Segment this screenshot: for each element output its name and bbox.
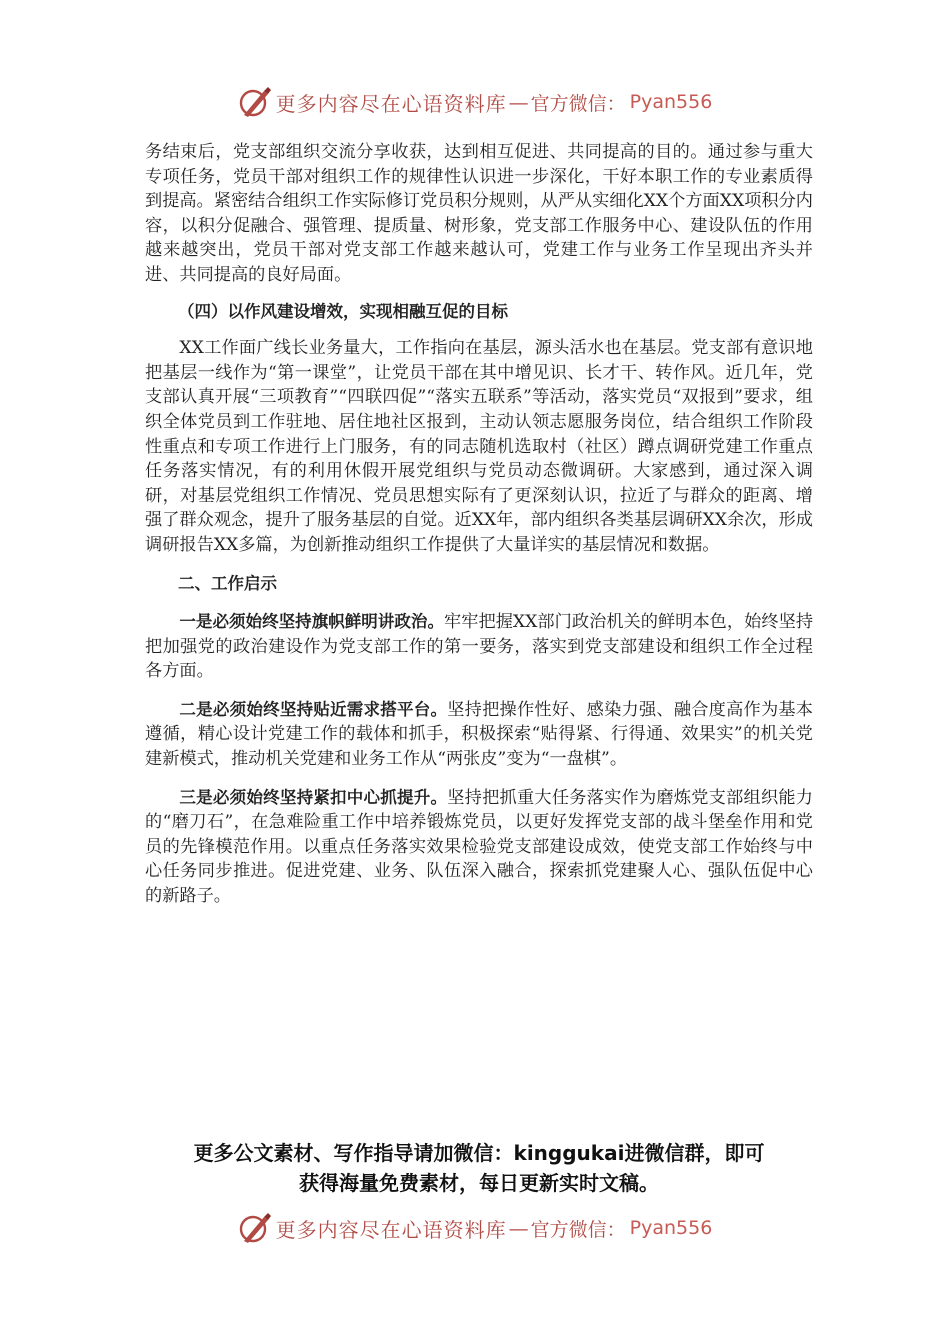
banner-wechat-id: Pyan556 xyxy=(629,1217,713,1239)
banner-brand: 更多内容尽在心语资料库 xyxy=(275,1217,507,1242)
footer-banner xyxy=(0,1208,950,1248)
promo-notice xyxy=(145,1138,813,1198)
banner-official: 官方微信： xyxy=(530,1218,626,1241)
section-heading: 二、工作启示 xyxy=(178,573,277,593)
list-item-text: 坚持把抓重大任务落实作为磨炼党支部组织能力的“磨刀石”，在急难险重工作中培养锻炼党员，以更好发挥党支部的战斗堡垒作用和党员的先锋模范作用。以重点任务落实效果检验党支部建设成效，使党支部工作始终与中心任务同步推进。促进党建、业务、队伍深入融合，探索抓党建聚人心、强队伍促中心的新路子。 xyxy=(145,787,813,907)
banner-official: 官方微信： xyxy=(530,92,626,115)
promo-line-1: 更多公文素材、写作指导请加微信：kinggukai进微信群，即可 xyxy=(193,1141,765,1165)
list-item-lead: 二是必须始终坚持贴近需求搭平台。 xyxy=(179,699,448,719)
list-item-lead: 一是必须始终坚持旗帜鲜明讲政治。 xyxy=(179,612,445,632)
list-item xyxy=(145,786,813,909)
list-item xyxy=(145,698,813,772)
list-item xyxy=(145,610,813,684)
list-item-text: 牢牢把握XX部门政治机关的鲜明本色，始终坚持把加强党的政治建设作为党支部工作的第一要务，落实到党支部建设和组织工作全过程各方面。 xyxy=(145,612,814,682)
header-banner xyxy=(0,82,950,122)
banner-wechat-id: Pyan556 xyxy=(629,91,713,113)
pen-logo-icon xyxy=(238,85,272,119)
banner-separator: — xyxy=(508,90,529,114)
pen-logo-icon xyxy=(238,1211,272,1245)
banner-separator: — xyxy=(508,1216,529,1240)
section-heading: （四）以作风建设增效，实现相融互促的目标 xyxy=(178,301,508,321)
document-body xyxy=(145,140,813,909)
banner-brand: 更多内容尽在心语资料库 xyxy=(275,91,507,116)
paragraph: 务结束后，党支部组织交流分享收获，达到相互促进、共同提高的目的。通过参与重大专项任务，党员干部对组织工作的规律性认识进一步深化，干好本职工作的专业素质得到提高。紧密结合组织工作实际修订党员积分规则，从严从实细化XX个方面XX项积分内容，以积分促融合、强管理、提质量、树形象，党支部工作服务中心、建设队伍的作用越来越突出，党员干部对党支部工作越来越认可，党建工作与业务工作呈现出齐头并进、共同提高的良好局面。 xyxy=(145,142,813,285)
promo-line-2: 获得海量免费素材，每日更新实时文稿。 xyxy=(299,1171,659,1195)
list-item-text: 坚持把操作性好、感染力强、融合度高作为基本遵循，精心设计党建工作的载体和抓手，积极探索“贴得紧、行得通、效果实”的机关党建新模式，推动机关党建和业务工作从“两张皮”变为“一盘棋”。 xyxy=(145,699,813,770)
list-item-lead: 三是必须始终坚持紧扣中心抓提升。 xyxy=(179,787,448,807)
paragraph: XX工作面广线长业务量大，工作指向在基层，源头活水也在基层。党支部有意识地把基层一线作为“第一课堂”，让党员干部在其中增见识、长才干、转作风。近几年，党支部认真开展“三项教育”“四联四促”“落实五联系”等活动，落实党员“双报到”要求，组织全体党员到工作驻地、居住地社区报到，主动认领志愿服务岗位，结合组织工作阶段性重点和专项工作进行上门服务，有的同志随机选取村（社区）蹲点调研党建工作重点任务落实情况，有的利用休假开展党组织与党员动态微调研。大家感到，通过深入调研，对基层党组织工作情况、党员思想实际有了更深刻认识，拉近了与群众的距离、增强了群众观念，提升了服务基层的自觉。近XX年，部内组织各类基层调研XX余次，形成调研报告XX多篇，为创新推动组织工作提供了大量详实的基层情况和数据。 xyxy=(145,338,813,555)
